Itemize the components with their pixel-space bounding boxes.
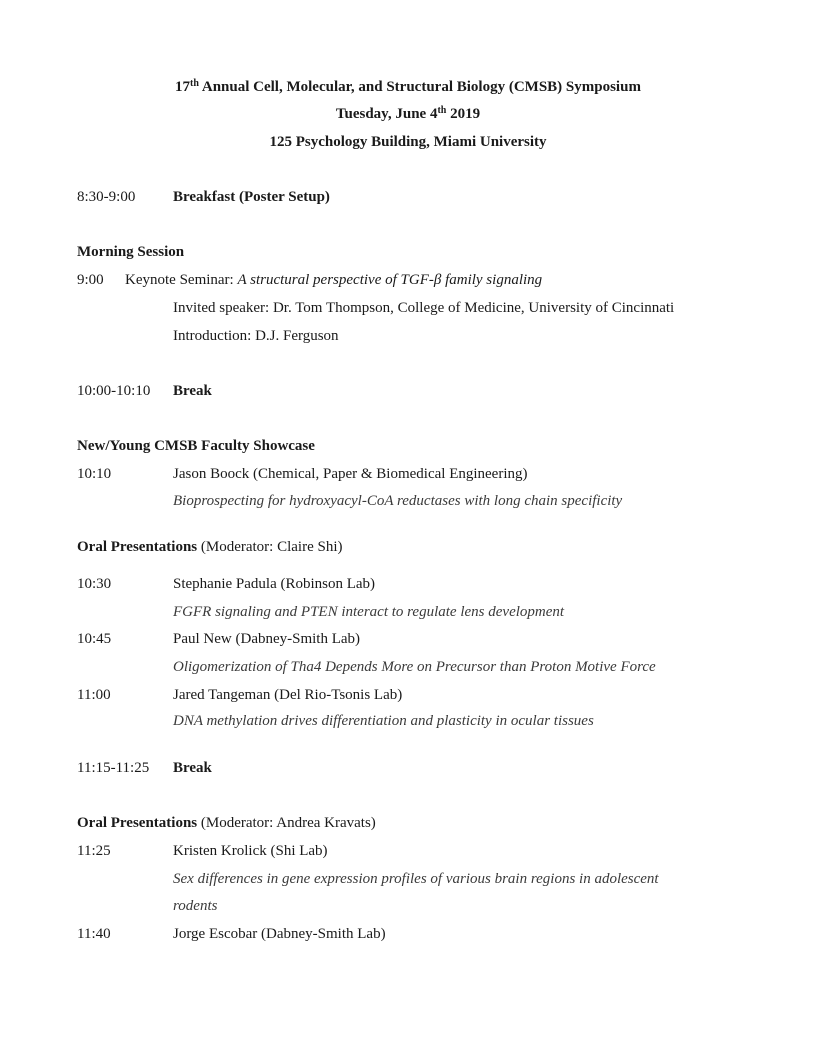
breakfast-time: 8:30-9:00 — [77, 189, 136, 205]
moderator: (Moderator: Andrea Kravats) — [197, 815, 376, 831]
keynote-introduction: Introduction: D.J. Ferguson — [173, 328, 339, 344]
breakfast-title: Breakfast (Poster Setup) — [173, 189, 330, 205]
talk-time: 10:45 — [77, 631, 112, 647]
oral-presentations-heading: Oral Presentations (Moderator: Andrea Kravats) — [77, 815, 376, 831]
break-label: Break — [173, 760, 212, 776]
talk-time: 11:40 — [77, 926, 111, 942]
break-time: 11:15-11:25 — [77, 760, 150, 776]
talk-presenter: Kristen Krolick (Shi Lab) — [173, 843, 328, 859]
talk-title-continued: rodents — [173, 898, 218, 914]
talk-title: Oligomerization of Tha4 Depends More on Precursor than Proton Motive Force — [173, 659, 656, 675]
talk-time: 11:00 — [77, 687, 111, 703]
faculty-talk-title: Bioprospecting for hydroxyacyl-CoA reductases with long chain specificity — [173, 493, 623, 509]
talk-title: FGFR signaling and PTEN interact to regulate lens development — [173, 604, 565, 620]
symposium-location: 125 Psychology Building, Miami University — [269, 134, 547, 150]
faculty-presenter: Jason Boock (Chemical, Paper & Biomedical Engineering) — [173, 466, 528, 482]
keynote-time: 9:00 — [77, 272, 104, 288]
keynote-title: A structural perspective of TGF-β family signaling — [237, 272, 543, 288]
symposium-date: Tuesday, June 4th 2019 — [335, 105, 481, 122]
talk-presenter: Jared Tangeman (Del Rio-Tsonis Lab) — [173, 687, 403, 703]
moderator: (Moderator: Claire Shi) — [197, 539, 343, 555]
break-label: Break — [173, 383, 212, 399]
faculty-talk-time: 10:10 — [77, 466, 112, 482]
talk-title: DNA methylation drives differentiation and plasticity in ocular tissues — [173, 713, 594, 729]
keynote-speaker: Invited speaker: Dr. Tom Thompson, College of Medicine, University of Cincinnati — [173, 300, 675, 316]
talk-title: Sex differences in gene expression profiles of various brain regions in adolescent — [173, 871, 659, 887]
break-time: 10:00-10:10 — [77, 383, 151, 399]
oral-presentations-heading: Oral Presentations (Moderator: Claire Shi) — [77, 539, 343, 555]
talk-presenter: Paul New (Dabney-Smith Lab) — [173, 631, 361, 647]
morning-session-heading: Morning Session — [77, 244, 185, 260]
keynote-line: Keynote Seminar: A structural perspective of TGF-β family signaling — [125, 272, 543, 288]
symposium-title: 17th Annual Cell, Molecular, and Structural Biology (CMSB) Symposium — [175, 78, 641, 95]
talk-time: 10:30 — [77, 576, 112, 592]
talk-presenter: Stephanie Padula (Robinson Lab) — [173, 576, 376, 592]
talk-time: 11:25 — [77, 843, 111, 859]
faculty-showcase-heading: New/Young CMSB Faculty Showcase — [77, 438, 315, 454]
talk-presenter: Jorge Escobar (Dabney-Smith Lab) — [173, 926, 386, 942]
